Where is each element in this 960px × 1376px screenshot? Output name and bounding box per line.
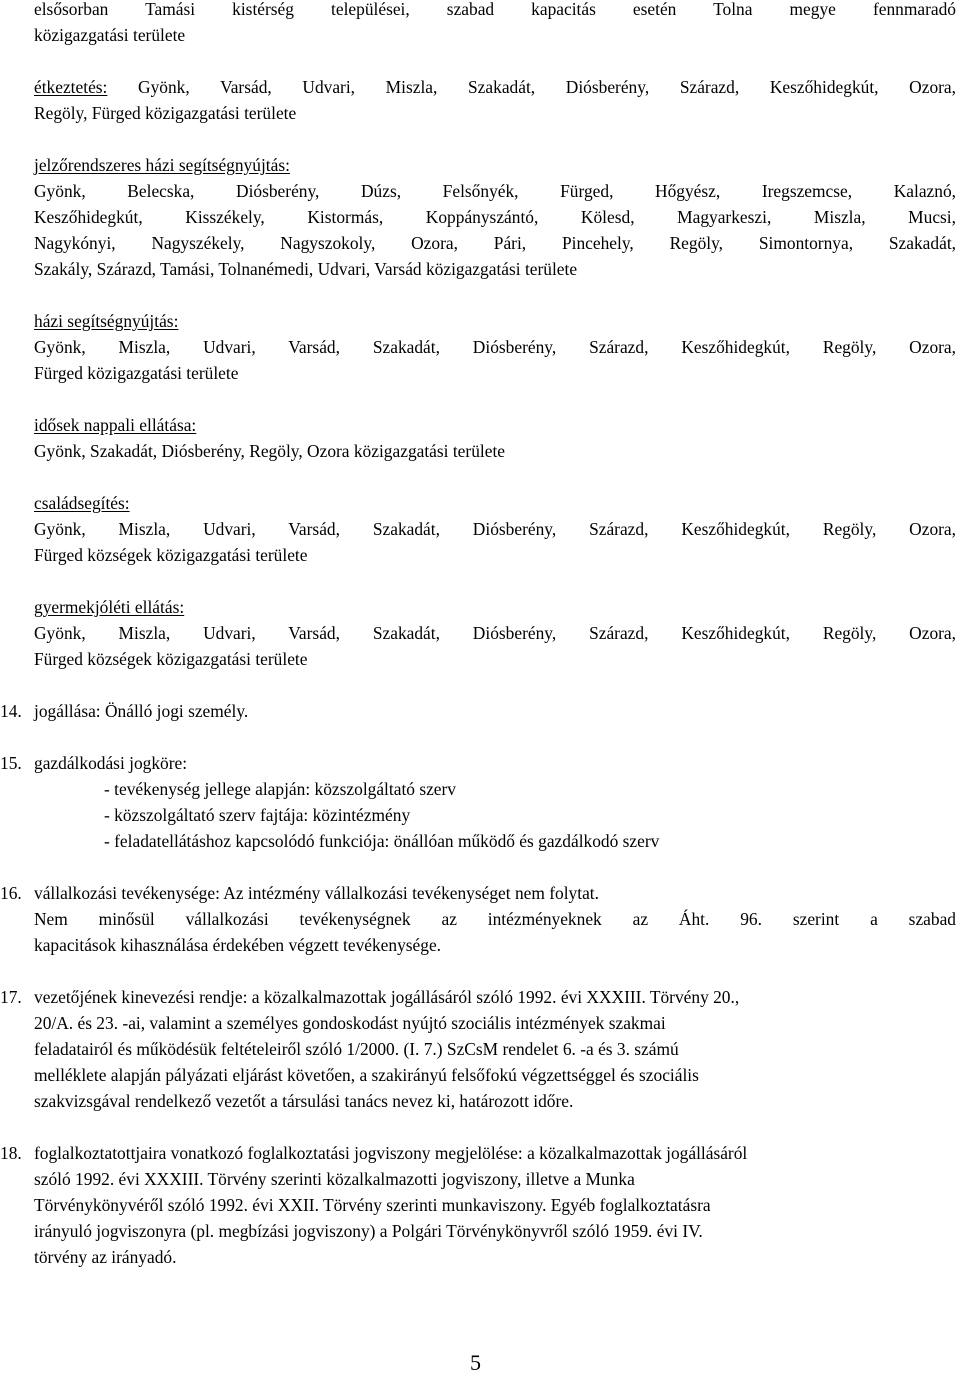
etkeztetes-heading: étkeztetés:: [34, 77, 108, 97]
item-16-line-3: kapacitások kihasználása érdekében végzett tevékenysége.: [34, 935, 442, 955]
idosek-heading: idősek nappali ellátása:: [34, 415, 197, 435]
hazi-line-2: Fürged közigazgatási területe: [34, 363, 239, 383]
item-14-number: 14.: [0, 701, 22, 721]
csaladsegites-line-1: Gyönk, Miszla, Udvari, Varsád, Szakadát, Diósberény, Szárazd, Keszőhidegkút, Regöly, Ozora,: [34, 519, 956, 539]
etkeztetes-towns: Gyönk, Varsád, Udvari, Miszla, Szakadát, Diósberény, Szárazd, Keszőhidegkút, Ozora,: [107, 77, 956, 97]
item-15-bullet-3: - feladatellátáshoz kapcsolódó funkciója: önállóan működő és gazdálkodó szerv: [104, 831, 660, 851]
jelzorendszeres-heading: jelzőrendszeres házi segítségnyújtás:: [34, 155, 290, 175]
item-18-line-5: törvény az irányadó.: [34, 1247, 177, 1267]
item-15-text: gazdálkodási jogköre:: [34, 753, 188, 773]
item-17-line-2: 20/A. és 23. -ai, valamint a személyes gondoskodást nyújtó szociális intézmények szakmai: [34, 1013, 666, 1033]
csaladsegites-heading: családsegítés:: [34, 493, 130, 513]
item-17-line-5: szakvizsgával rendelkező vezetőt a társulási tanács nevez ki, határozott időre.: [34, 1091, 574, 1111]
item-17-line-3: feladatairól és működésük feltételeiről szóló 1/2000. (I. 7.) SzCsM rendelet 6. -a és 3. számú: [34, 1039, 679, 1059]
gyermekjoleti-line-2: Fürged községek közigazgatási területe: [34, 649, 308, 669]
etkeztetes-line-2: Regöly, Fürged közigazgatási területe: [34, 103, 297, 123]
hazi-heading: házi segítségnyújtás:: [34, 311, 179, 331]
item-18-line-2: szóló 1992. évi XXXIII. Törvény szerinti közalkalmazotti jogviszony, illetve a Munka: [34, 1169, 635, 1189]
page-number: 5: [470, 1350, 481, 1375]
jelzorendszeres-line-2: Keszőhidegkút, Kisszékely, Kistormás, Koppányszántó, Kölesd, Magyarkeszi, Miszla, Mucsi,: [34, 207, 956, 227]
item-18-line-1: foglalkoztatottjaira vonatkozó foglalkoztatási jogviszony megjelölése: a közalkalmazottak jogállásáról: [34, 1143, 748, 1163]
item-15-bullet-1: - tevékenység jellege alapján: közszolgáltató szerv: [104, 779, 457, 799]
item-15-bullet-2: - közszolgáltató szerv fajtája: közintézmény: [104, 805, 411, 825]
gyermekjoleti-line-1: Gyönk, Miszla, Udvari, Varsád, Szakadát, Diósberény, Szárazd, Keszőhidegkút, Regöly, Ozora,: [34, 623, 956, 643]
idosek-line-1: Gyönk, Szakadát, Diósberény, Regöly, Ozora közigazgatási területe: [34, 441, 505, 461]
item-18-number: 18.: [0, 1143, 22, 1163]
item-17-line-1: vezetőjének kinevezési rendje: a közalkalmazottak jogállásáról szóló 1992. évi XXXIII. Törvény 20.,: [34, 987, 740, 1007]
etkeztetes-line-1: [34, 74, 956, 100]
item-18-line-3: Törvénykönyvéről szóló 1992. évi XXII. Törvény szerinti munkaviszony. Egyéb foglalkoztatásra: [34, 1195, 711, 1215]
item-16-line-2: Nem minősül vállalkozási tevékenységnek az intézményeknek az Áht. 96. szerint a szabad: [34, 909, 956, 929]
item-16-line-1: vállalkozási tevékenysége: Az intézmény vállalkozási tevékenységet nem folytat.: [34, 883, 599, 903]
item-17-number: 17.: [0, 987, 22, 1007]
intro-line-2: közigazgatási területe: [34, 25, 186, 45]
csaladsegites-line-2: Fürged községek közigazgatási területe: [34, 545, 308, 565]
item-15-number: 15.: [0, 753, 22, 773]
jelzorendszeres-line-1: Gyönk, Belecska, Diósberény, Dúzs, Felsőnyék, Fürged, Hőgyész, Iregszemcse, Kalaznó,: [34, 181, 956, 201]
hazi-line-1: Gyönk, Miszla, Udvari, Varsád, Szakadát, Diósberény, Szárazd, Keszőhidegkút, Regöly, Ozora,: [34, 337, 956, 357]
item-16-number: 16.: [0, 883, 22, 903]
gyermekjoleti-heading: gyermekjóléti ellátás:: [34, 597, 185, 617]
item-17-line-4: melléklete alapján pályázati eljárást követően, a szakirányú felsőfokú végzettséggel és szociális: [34, 1065, 699, 1085]
intro-line-1: elsősorban Tamási kistérség települései, szabad kapacitás esetén Tolna megye fennmaradó: [34, 0, 956, 19]
item-18-line-4: irányuló jogviszonyra (pl. megbízási jogviszony) a Polgári Törvénykönyvről szóló 1959. évi IV.: [34, 1221, 703, 1241]
jelzorendszeres-line-3: Nagykónyi, Nagyszékely, Nagyszokoly, Ozora, Pári, Pincehely, Regöly, Simontornya, Szakadát,: [34, 233, 956, 253]
item-14-text: jogállása: Önálló jogi személy.: [34, 701, 249, 721]
jelzorendszeres-line-4: Szakály, Szárazd, Tamási, Tolnanémedi, Udvari, Varsád közigazgatási területe: [34, 259, 578, 279]
